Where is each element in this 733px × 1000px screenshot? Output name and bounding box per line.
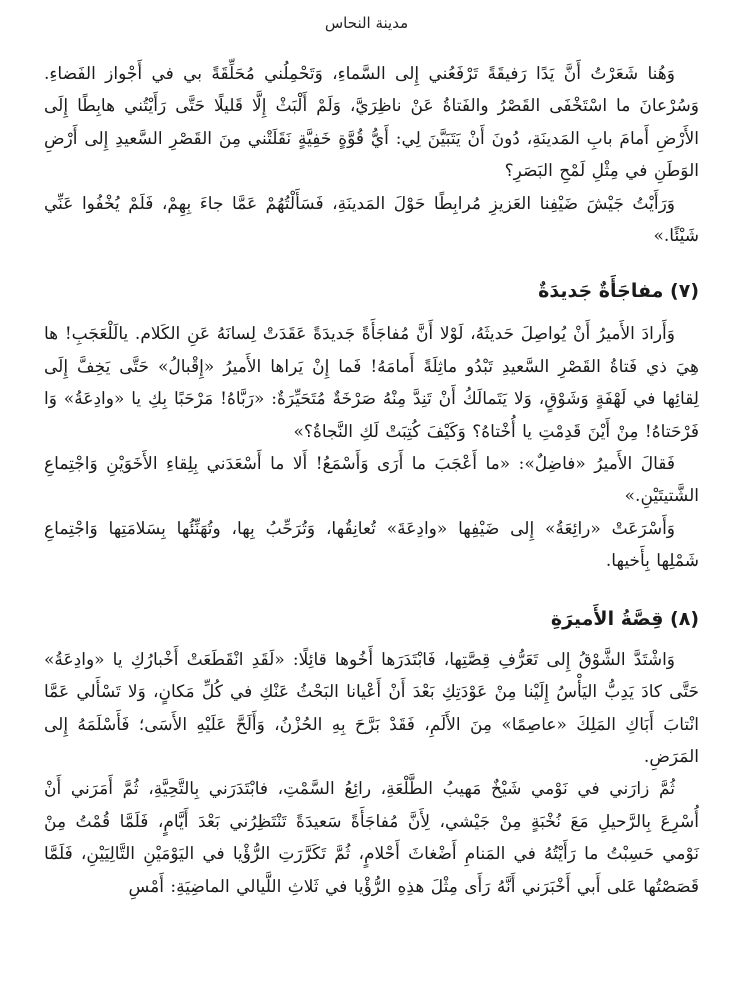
paragraph: وَأَسْرَعَتْ «رائِعَةُ» إِلى ضَيْفِها «وادِعَةَ» تُعانِقُها، وَتُرَحِّبُ بِها، وتُهَنِّئُها بِسَلامَتِها وَاجْتِماعِ شَمْلِها بِأَخيها. <box>44 518 699 572</box>
running-head: مدينة النحاس <box>324 14 409 32</box>
paragraph: وَرَأَيْتُ جَيْشَ ضَيْفِنا العَزيزِ مُرابِطًا حَوْلَ المَدينَةِ، فَسَأَلْتُهُمْ عَمَّا جاءَ بِهِمْ، فَلَمْ يُخْفُوا عَنِّي شَيْئًا.» <box>44 193 699 247</box>
paragraph: فَقالَ الأَميرُ «فاضِلٌ»: «ما أَعْجَبَ ما أَرَى وَأَسْمَعُ! أَلا ما أَسْعَدَني بِلِقاءِ الأَخَوَيْنِ وَاجْتِماعِ الشَّتيتَيْنِ.» <box>44 454 699 507</box>
paragraph: وَأَرادَ الأَميرُ أَنْ يُواصِلَ حَديثَهُ، لَوْلا أَنَّ مُفاجَأَةً جَديدَةً عَقَدَتْ لِسانَهُ عَنِ الكَلام. يالَلْعَجَبِ! ها هِيَ ذي فَتاةُ القَصْرِ السَّعيدِ تَبْدُو ماثِلَةً أَمامَهُ! فَما إِنْ يَراها الأَميرُ «إِقْبالُ» حَتَّى يَخِفَّ إِلَى لِقائِها في لَهْفَةٍ وَشَوْقٍ، وَلا يَتَمالَكُ أَنْ تَنِدَّ مِنْهُ صَرْخَةٌ مُتَحَيِّرَةٌ: «رَبَّاهُ! مَرْحَبًا بِكِ يا «وادِعَةُ» وَا فَرْحَتاهُ! مِنْ أَيْنَ قَدِمْتِ يا أُخْتاهُ؟ وَكَيْفَ كُتِبَتْ لَكِ النَّجاةُ؟» <box>44 324 699 442</box>
paragraph: وَاشْتَدَّ الشَّوْقُ إِلى تَعَرُّفِ قِصَّتِها، فَابْتَدَرَها أَخُوها قائِلًا: «لَقَدِ انْقَطَعَتْ أَخْبارُكِ يا «وادِعَةُ» حَتَّى كادَ يَدِبُّ اليَأْسُ إِلَيْنا مِنْ عَوْدَتِكِ بَعْدَ أَنْ أَعْيانا البَحْثُ عَنْكِ في كُلِّ مَكانٍ، وَلا تَسْأَلي عَمَّا انْتابَ أَبَاكِ المَلِكَ «عاصِمًا» مِنَ الأَلَمِ، فَقَدْ بَرَّحَ بِهِ الحُزْنُ، وَأَلَحَّ عَلَيْهِ الأَسَى؛ فَأَسْلَمَهُ إِلى المَرَضِ. <box>44 649 699 767</box>
body-text <box>44 58 699 903</box>
section-heading: (٨) قِصَّةُ الأَميرَةِ <box>550 607 699 630</box>
paragraph: وَهُنا شَعَرْتُ أَنَّ يَدًا رَفيقَةً تَرْفَعُني إِلى السَّماءِ، وَتَحْمِلُني مُحَلِّقَةً بي في أَجْواز الفَضاءِ. وَسُرْعانَ ما اسْتَخْفَى القَصْرُ والفَتاةُ عَنْ ناظِرَيَّ، وَلَمْ أَلْبَثْ إِلَّا قَليلًا حَتَّى رَأَيْتُني هابِطًا إِلَى الأَرْضِ أَمامَ بابِ المَدينَةِ، دُونَ أَنْ يَتَبَيَّنَ لِي: أَيُّ قُوَّةٍ خَفِيَّةٍ نَقَلَتْني مِنَ القَصْرِ السَّعيدِ إِلى أَرْضِ الوَطَنِ في مِثْلِ لَمْحِ البَصَرِ؟ <box>44 64 699 182</box>
section-heading: (٧) مفاجَأَةٌ جَديدَةٌ <box>538 280 699 303</box>
paragraph: ثُمَّ زارَني في نَوْمي شَيْخٌ مَهيبُ الطَّلْعَةِ، رائِعُ السَّمْتِ، فابْتَدَرَني بِالتَّحِيَّةِ، ثُمَّ أَمَرَني أَنْ أُسْرِعَ بِالرَّحيلِ مَعَ نُخْبَةٍ مِنْ جَيْشي، لِأَنَّ مُفاجَأَةً سَعيدَةً تَنْتَظِرُني بَعْدَ أَيَّامٍ، فَلَمَّا قُمْتُ مِنْ نَوْمي حَسِبْتُ ما رَأَيْتُهُ في المَنامِ أَضْغاثَ أَحْلامٍ، ثُمَّ تَكَرَّرَتِ الرُّؤْيا في اليَوْمَيْنِ التَّالِيَيْنِ، فَلَمَّا قَصَصْتُها عَلى أَبي أَخْبَرَني أَنَّهُ رَأَى مِثْلَ هذِهِ الرُّؤْيا في ثَلاثِ اللَّيالي الماضِيَةِ: أَمْسِ <box>44 779 699 897</box>
